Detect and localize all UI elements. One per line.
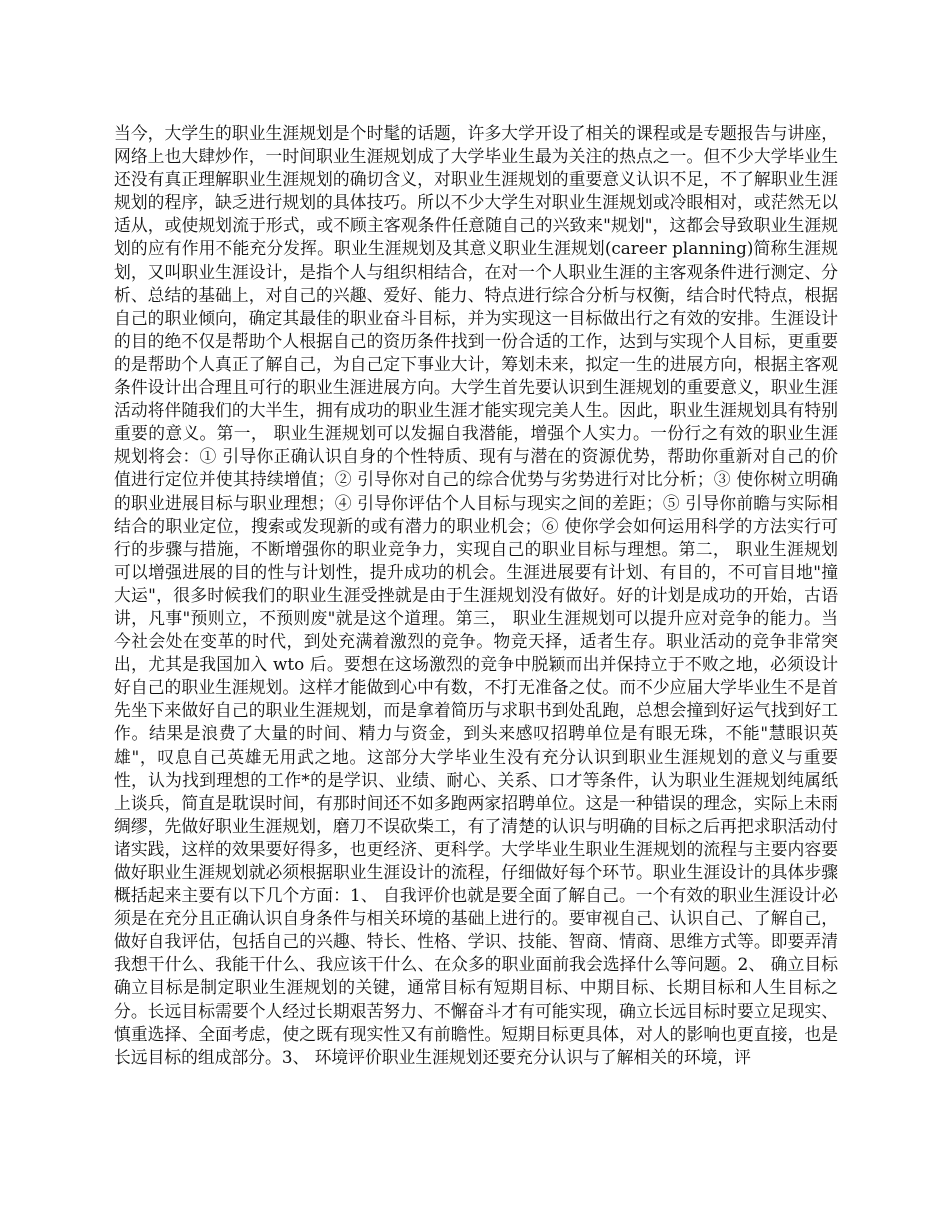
document-page (114, 122, 838, 1069)
body-paragraph: 当今，大学生的职业生涯规划是个时髦的话题，许多大学开设了相关的课程或是专题报告与讲座，网络上也大肆炒作，一时间职业生涯规划成了大学毕业生最为关注的热点之一。但不少大学毕业生还没有真正理解职业生涯规划的确切含义，对职业生涯规划的重要意义认识不足，不了解职业生涯规划的程序，缺乏进行规划的具体技巧。所以不少大学生对职业生涯规划或冷眼相对，或茫然无以适从，或使规划流于形式，或不顾主客观条件任意随自己的兴致来"规划"，这都会导致职业生涯规划的应有作用不能充分发挥。职业生涯规划及其意义职业生涯规划(career planning)简称生涯规划，又叫职业生涯设计，是指个人与组织相结合，在对一个人职业生涯的主客观条件进行测定、分析、总结的基础上，对自己的兴趣、爱好、能力、特点进行综合分析与权衡，结合时代特点，根据自己的职业倾向，确定其最佳的职业奋斗目标，并为实现这一目标做出行之有效的安排。生涯设计的目的绝不仅是帮助个人根据自己的资历条件找到一份合适的工作，达到与实现个人目标，更重要的是帮助个人真正了解自己，为自己定下事业大计，筹划未来，拟定一生的进展方向，根据主客观条件设计出合理且可行的职业生涯进展方向。大学生首先要认识到生涯规划的重要意义，职业生涯活动将伴随我们的大半生，拥有成功的职业生涯才能实现完美人生。因此，职业生涯规划具有特别重要的意义。第一， 职业生涯规划可以发掘自我潜能，增强个人实力。一份行之有效的职业生涯规划将会：① 引导你正确认识自身的个性特质、现有与潜在的资源优势，帮助你重新对自己的价值进行定位并使其持续增值；② 引导你对自己的综合优势与劣势进行对比分析；③ 使你树立明确的职业进展目标与职业理想；④ 引导你评估个人目标与现实之间的差距；⑤ 引导你前瞻与实际相结合的职业定位，搜索或发现新的或有潜力的职业机会；⑥ 使你学会如何运用科学的方法实行可行的步骤与措施，不断增强你的职业竞争力，实现自己的职业目标与理想。第二， 职业生涯规划可以增强进展的目的性与计划性，提升成功的机会。生涯进展要有计划、有目的，不可盲目地"撞大运"，很多时候我们的职业生涯受挫就是由于生涯规划没有做好。好的计划是成功的开始，古语讲，凡事"预则立，不预则废"就是这个道理。第三， 职业生涯规划可以提升应对竞争的能力。当今社会处在变革的时代，到处充满着激烈的竞争。物竞天择，适者生存。职业活动的竞争非常突出，尤其是我国加入 wto 后。要想在这场激烈的竞争中脱颖而出并保持立于不败之地，必须设计好自己的职业生涯规划。这样才能做到心中有数，不打无准备之仗。而不少应届大学毕业生不是首先坐下来做好自己的职业生涯规划，而是拿着简历与求职书到处乱跑，总想会撞到好运气找到好工作。结果是浪费了大量的时间、精力与资金，到头来感叹招聘单位是有眼无珠，不能"慧眼识英雄"，叹息自己英雄无用武之地。这部分大学毕业生没有充分认识到职业生涯规划的意义与重要性，认为找到理想的工作*的是学识、业绩、耐心、关系、口才等条件，认为职业生涯规划纯属纸上谈兵，简直是耽误时间，有那时间还不如多跑两家招聘单位。这是一种错误的理念，实际上未雨绸缪，先做好职业生涯规划，磨刀不误砍柴工，有了清楚的认识与明确的目标之后再把求职活动付诸实践，这样的效果要好得多，也更经济、更科学。大学毕业生职业生涯规划的流程与主要内容要做好职业生涯规划就必须根据职业生涯设计的流程，仔细做好每个环节。职业生涯设计的具体步骤概括起来主要有以下几个方面：1、 自我评价也就是要全面了解自己。一个有效的职业生涯设计必须是在充分且正确认识自身条件与相关环境的基础上进行的。要审视自己、认识自己、了解自己，做好自我评估，包括自己的兴趣、特长、性格、学识、技能、智商、情商、思维方式等。即要弄清我想干什么、我能干什么、我应该干什么、在众多的职业面前我会选择什么等问题。2、 确立目标确立目标是制定职业生涯规划的关键，通常目标有短期目标、中期目标、长期目标和人生目标之分。长远目标需要个人经过长期艰苦努力、不懈奋斗才有可能实现，确立长远目标时要立足现实、慎重选择、全面考虑，使之既有现实性又有前瞻性。短期目标更具体，对人的影响也更直接，也是长远目标的组成部分。3、 环境评价职业生涯规划还要充分认识与了解相关的环境，评 (114, 123, 838, 1067)
